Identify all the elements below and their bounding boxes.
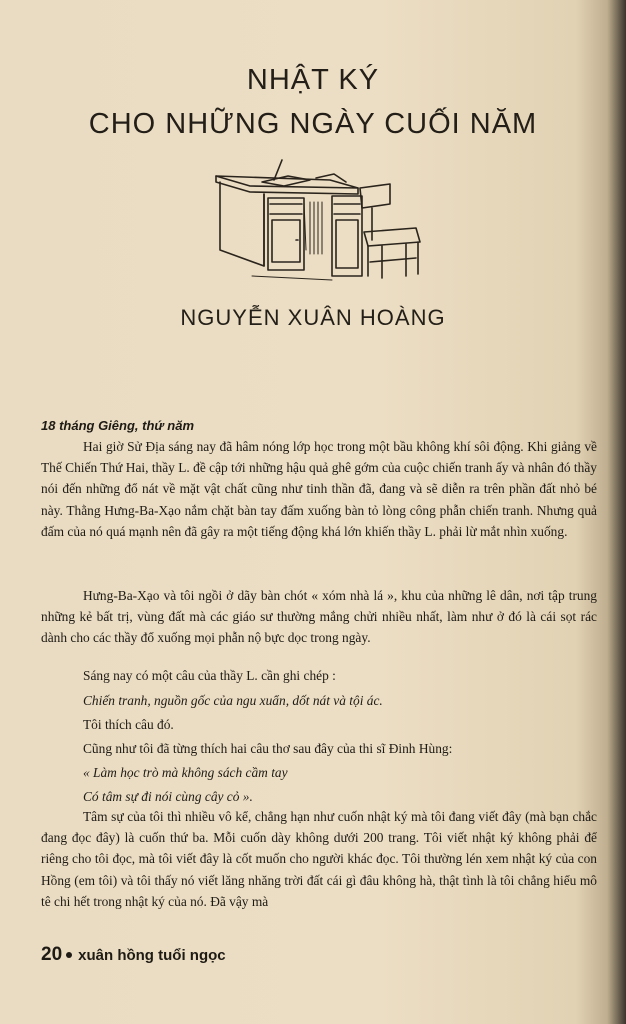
paragraph-4: Tôi thích câu đó. — [83, 717, 174, 732]
poem-line-1: « Làm học trò mà không sách cầm tay — [83, 765, 288, 780]
entry-date-heading: 18 tháng Giêng, thứ năm — [41, 418, 195, 433]
page-footer — [41, 944, 226, 966]
bullet-dot-icon — [66, 952, 72, 958]
paragraph-2: Hưng-Ba-Xạo và tôi ngồi ở dãy bàn chót « xóm nhà lá », khu của những lê dân, nơi tập trung những kẻ bất trị, vùng đất mà các giáo sư thường mắng chửi nhiều nhất, làm như ở đó là cái sọt rác dành cho các thầy đổ xuống mọi phẫn nộ bực dọc trong ngày. — [41, 588, 597, 646]
paragraph-5: Cũng như tôi đã từng thích hai câu thơ sau đây của thi sĩ Đinh Hùng: — [83, 741, 453, 756]
desk-illustration — [212, 158, 424, 286]
publication-name: xuân hồng tuổi ngọc — [78, 947, 226, 964]
page-number: 20 — [41, 944, 63, 965]
article-title-line-2: CHO NHỮNG NGÀY CUỐI NĂM — [88, 108, 538, 140]
author-name: NGUYỄN XUÂN HOÀNG — [180, 305, 446, 330]
poem-line-2: Có tâm sự đi nói cùng cây cỏ ». — [83, 789, 253, 804]
quote-line: Chiến tranh, nguồn gốc của ngu xuẩn, dốt nát và tội ác. — [83, 693, 383, 708]
paragraph-6: Tâm sự của tôi thì nhiều vô kể, chẳng hạn như cuốn nhật ký mà tôi đang viết đây (mà bạn chắc đang đọc đây) là cuốn thứ ba. Mỗi cuốn dày không dưới 200 trang. Tôi viết nhật ký không phải để riêng cho tôi đọc, mà tôi viết đây là cốt muốn cho người khác đọc. Tôi thường lén xem nhật ký của con Hồng (em tôi) và tôi thấy nó viết lăng nhăng trời đất cái gì đâu không hà, thật tình là tôi chẳng hiểu mô tê chi hết trong nhật ký của nó. Đã vậy mà — [41, 809, 597, 909]
paragraph-1: Hai giờ Sử Địa sáng nay đã hâm nóng lớp học trong một bầu không khí sôi động. Khi giảng về Thế Chiến Thứ Hai, thầy L. đề cập tới những hậu quả ghê gớm của cuộc chiến tranh ấy và nhân đó thầy nói đến những đổ nát về mặt vật chất cũng như tinh thần đã, đang và sẽ diễn ra trên phần đất nhỏ bé này. Thằng Hưng-Ba-Xạo nắm chặt bàn tay đấm xuống bàn tỏ lòng công phẫn chiến tranh. Nhưng quả đấm của nó quá mạnh nên đã gây ra một tiếng động khá lớn khiến thầy L. phải lừ mắt nhìn xuống. — [41, 439, 597, 539]
paragraph-3: Sáng nay có một câu của thầy L. cần ghi chép : — [83, 668, 336, 683]
article-title-line-1: NHẬT KÝ — [246, 64, 380, 96]
